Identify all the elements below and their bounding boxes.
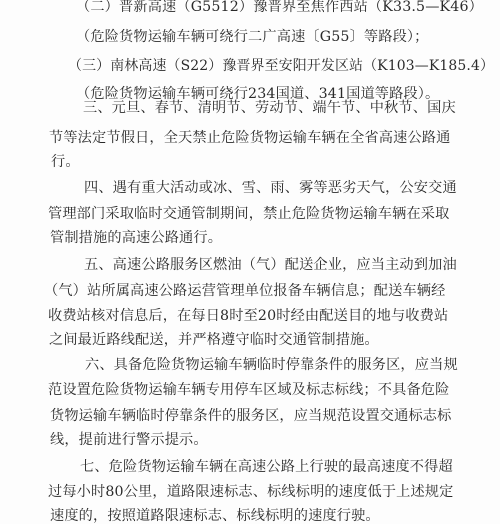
- text-line-11: 五、高速公路服务区燃油（气）配送企业，应当主动到加油: [84, 257, 457, 273]
- text-line-18: 线，提前进行警示提示。: [50, 432, 208, 448]
- text-line-13: 收费站核对信息后，在每日8时至20时经由配送目的地与收费站: [48, 308, 449, 324]
- text-line-8: 四、遇有重大活动或冰、雪、雨、雾等恶劣天气，公安交通: [84, 180, 457, 196]
- text-line-10: 管制措施的高速公路通行。: [50, 230, 223, 246]
- text-line-7: 行。: [51, 154, 80, 170]
- text-line-12: （气）站所属高速公路运营管理单位报备车辆信息；配送车辆经: [44, 283, 446, 299]
- text-line-6: 节等法定节假日，全天禁止危险货物运输车辆在全省高速公路通: [49, 130, 451, 146]
- text-line-3: （三）南林高速（S22）豫晋界至安阳开发区站（K103—K185.4）: [68, 58, 495, 74]
- text-line-9: 管理部门采取临时交通管制期间，禁止危险货物运输车辆在采取: [48, 206, 450, 222]
- text-line-17: 货物运输车辆临时停靠条件的服务区，应当规范设置交通标志标: [50, 408, 452, 424]
- text-line-5: 三、元旦、春节、清明节、劳动节、端午节、中秋节、国庆: [83, 100, 456, 116]
- text-line-14: 之间最近路线配送，并严格遵守临时交通管制措施。: [49, 332, 379, 348]
- text-line-16: 范设置危险货物运输车辆专用停车区域及标志标线；不具备危险: [48, 382, 450, 398]
- text-line-20: 过每小时80公里，道路限速标志、标线标明的速度低于上述规定: [48, 484, 454, 500]
- text-line-21: 速度的，按照道路限速标志、标线标明的速度行驶。: [50, 508, 380, 524]
- text-line-19: 七、危险货物运输车辆在高速公路上行驶的最高速度不得超: [80, 459, 453, 475]
- text-line-15: 六、具备危险货物运输车辆临时停靠条件的服务区，应当规: [85, 357, 458, 373]
- text-line-4: （危险货物运输车辆可绕行234国道、341国道等路段）。: [76, 86, 440, 102]
- text-line-1: （二）晋新高速（G5512）豫晋界至焦作西站（K33.5—K46）: [76, 0, 483, 15]
- text-line-2: （危险货物运输车辆可绕行二广高速〔G55〕等路段）；: [76, 29, 429, 45]
